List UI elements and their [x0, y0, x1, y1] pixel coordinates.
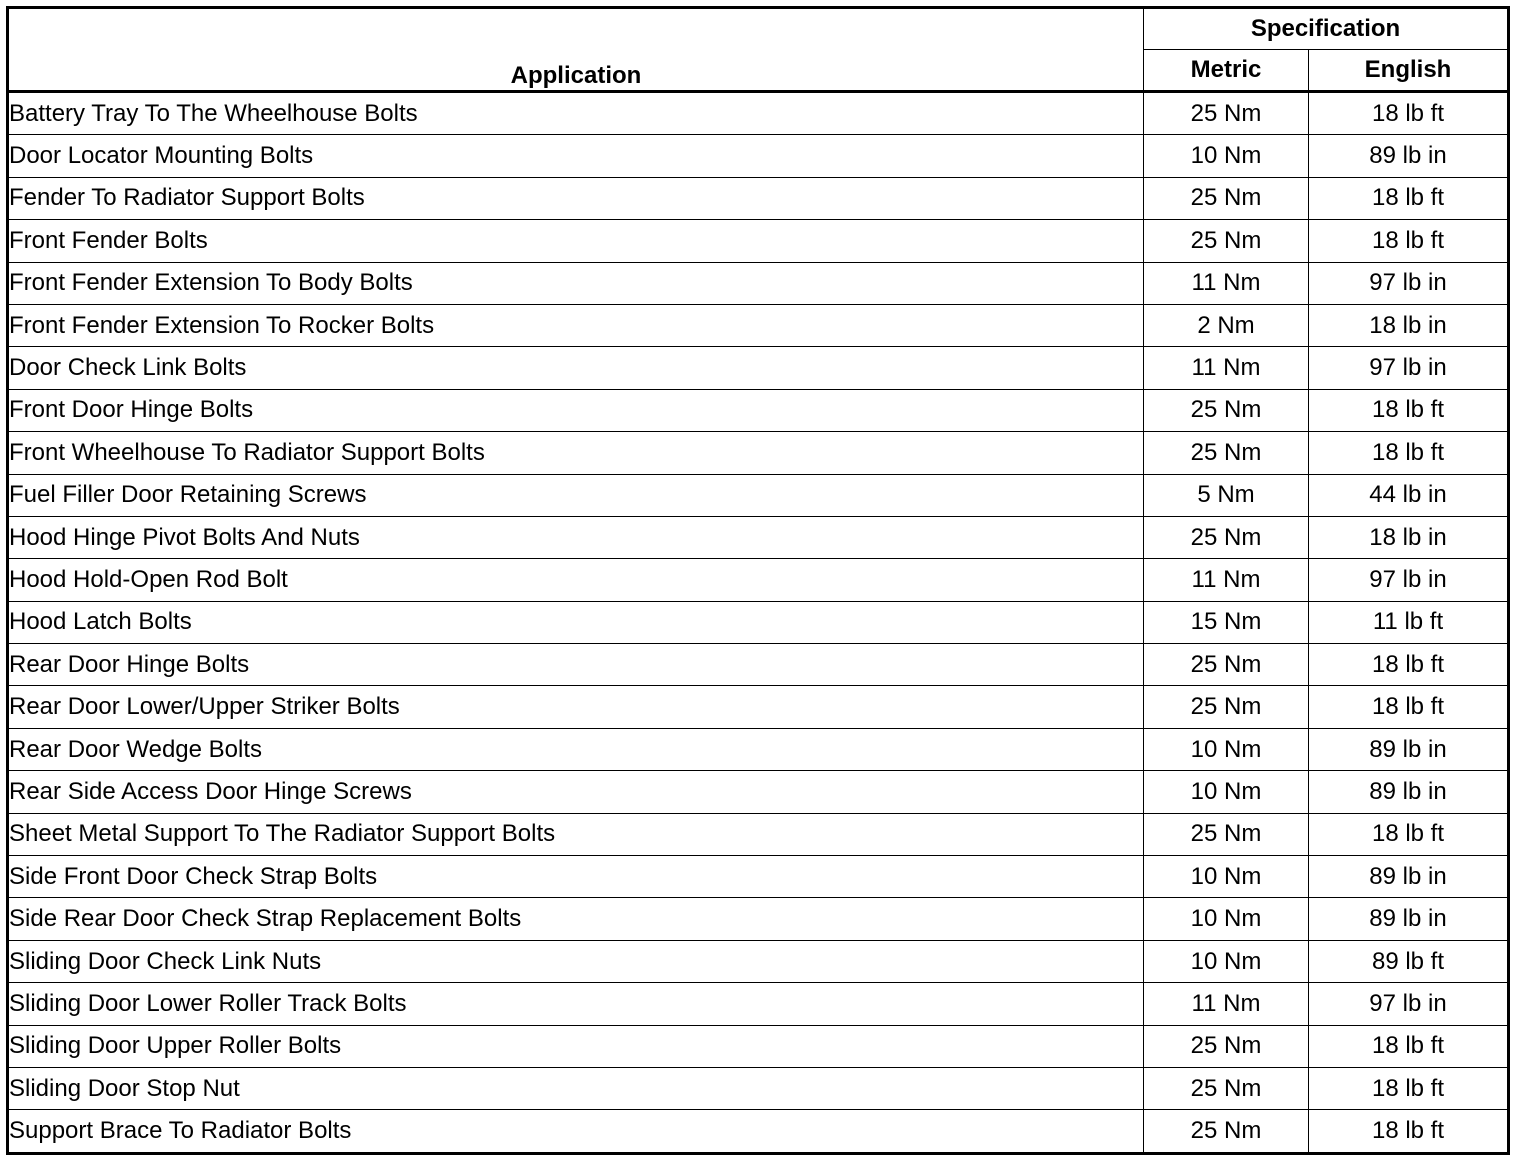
table-row	[8, 92, 1509, 135]
cell-application: Side Front Door Check Strap Bolts	[8, 856, 1144, 898]
table-row	[8, 728, 1509, 770]
cell-application: Rear Side Access Door Hinge Screws	[8, 771, 1144, 813]
cell-english: 44 lb in	[1309, 474, 1509, 516]
cell-application: Rear Door Wedge Bolts	[8, 728, 1144, 770]
cell-metric: 11 Nm	[1144, 983, 1309, 1025]
cell-application: Fender To Radiator Support Bolts	[8, 177, 1144, 219]
cell-application: Front Fender Extension To Rocker Bolts	[8, 304, 1144, 346]
cell-application: Fuel Filler Door Retaining Screws	[8, 474, 1144, 516]
cell-metric: 25 Nm	[1144, 432, 1309, 474]
cell-metric: 25 Nm	[1144, 516, 1309, 558]
cell-english: 18 lb ft	[1309, 389, 1509, 431]
table-row	[8, 771, 1509, 813]
cell-metric: 5 Nm	[1144, 474, 1309, 516]
cell-metric: 15 Nm	[1144, 601, 1309, 643]
cell-english: 97 lb in	[1309, 983, 1509, 1025]
table-row	[8, 601, 1509, 643]
cell-application: Front Fender Extension To Body Bolts	[8, 262, 1144, 304]
cell-english: 89 lb in	[1309, 898, 1509, 940]
table-row	[8, 898, 1509, 940]
cell-metric: 10 Nm	[1144, 940, 1309, 982]
cell-application: Front Door Hinge Bolts	[8, 389, 1144, 431]
table-row	[8, 940, 1509, 982]
cell-metric: 10 Nm	[1144, 856, 1309, 898]
cell-english: 18 lb ft	[1309, 644, 1509, 686]
cell-metric: 25 Nm	[1144, 644, 1309, 686]
table-row	[8, 644, 1509, 686]
cell-english: 18 lb ft	[1309, 686, 1509, 728]
cell-english: 18 lb ft	[1309, 432, 1509, 474]
table-row	[8, 516, 1509, 558]
cell-english: 89 lb in	[1309, 856, 1509, 898]
cell-metric: 10 Nm	[1144, 135, 1309, 177]
cell-application: Hood Hold-Open Rod Bolt	[8, 559, 1144, 601]
table-row	[8, 856, 1509, 898]
cell-english: 97 lb in	[1309, 262, 1509, 304]
cell-application: Support Brace To Radiator Bolts	[8, 1110, 1144, 1153]
cell-english: 18 lb in	[1309, 304, 1509, 346]
cell-metric: 25 Nm	[1144, 1067, 1309, 1109]
cell-metric: 25 Nm	[1144, 177, 1309, 219]
torque-spec-table	[6, 6, 1510, 1155]
cell-metric: 11 Nm	[1144, 347, 1309, 389]
metric-header: Metric	[1144, 50, 1309, 92]
cell-english: 18 lb ft	[1309, 813, 1509, 855]
table-row	[8, 559, 1509, 601]
cell-english: 89 lb in	[1309, 135, 1509, 177]
cell-english: 97 lb in	[1309, 559, 1509, 601]
cell-english: 18 lb in	[1309, 516, 1509, 558]
cell-metric: 10 Nm	[1144, 898, 1309, 940]
cell-metric: 25 Nm	[1144, 1110, 1309, 1153]
cell-english: 18 lb ft	[1309, 177, 1509, 219]
table-row	[8, 983, 1509, 1025]
table-row	[8, 262, 1509, 304]
table-row	[8, 135, 1509, 177]
cell-application: Sliding Door Stop Nut	[8, 1067, 1144, 1109]
cell-metric: 10 Nm	[1144, 771, 1309, 813]
cell-metric: 25 Nm	[1144, 813, 1309, 855]
table-row	[8, 686, 1509, 728]
cell-application: Battery Tray To The Wheelhouse Bolts	[8, 92, 1144, 135]
cell-english: 89 lb ft	[1309, 940, 1509, 982]
cell-metric: 11 Nm	[1144, 262, 1309, 304]
cell-application: Hood Hinge Pivot Bolts And Nuts	[8, 516, 1144, 558]
application-header: Application	[8, 8, 1144, 92]
cell-metric: 25 Nm	[1144, 1025, 1309, 1067]
table-row	[8, 1067, 1509, 1109]
cell-english: 18 lb ft	[1309, 1067, 1509, 1109]
cell-english: 18 lb ft	[1309, 1025, 1509, 1067]
cell-application: Door Check Link Bolts	[8, 347, 1144, 389]
cell-application: Door Locator Mounting Bolts	[8, 135, 1144, 177]
cell-application: Side Rear Door Check Strap Replacement Bolts	[8, 898, 1144, 940]
cell-application: Rear Door Lower/Upper Striker Bolts	[8, 686, 1144, 728]
table-row	[8, 813, 1509, 855]
cell-application: Sliding Door Check Link Nuts	[8, 940, 1144, 982]
cell-application: Front Wheelhouse To Radiator Support Bolts	[8, 432, 1144, 474]
cell-english: 18 lb ft	[1309, 1110, 1509, 1153]
cell-metric: 11 Nm	[1144, 559, 1309, 601]
cell-metric: 25 Nm	[1144, 220, 1309, 262]
cell-application: Rear Door Hinge Bolts	[8, 644, 1144, 686]
table-row	[8, 474, 1509, 516]
cell-english: 89 lb in	[1309, 771, 1509, 813]
cell-english: 11 lb ft	[1309, 601, 1509, 643]
table-row	[8, 304, 1509, 346]
cell-application: Front Fender Bolts	[8, 220, 1144, 262]
table-row	[8, 220, 1509, 262]
cell-metric: 2 Nm	[1144, 304, 1309, 346]
cell-english: 18 lb ft	[1309, 92, 1509, 135]
cell-metric: 10 Nm	[1144, 728, 1309, 770]
cell-application: Sliding Door Upper Roller Bolts	[8, 1025, 1144, 1067]
table-body	[8, 92, 1509, 1154]
cell-metric: 25 Nm	[1144, 92, 1309, 135]
cell-english: 89 lb in	[1309, 728, 1509, 770]
cell-metric: 25 Nm	[1144, 389, 1309, 431]
table-row	[8, 1110, 1509, 1153]
table-row	[8, 389, 1509, 431]
table-row	[8, 432, 1509, 474]
cell-application: Sheet Metal Support To The Radiator Support Bolts	[8, 813, 1144, 855]
cell-english: 18 lb ft	[1309, 220, 1509, 262]
cell-english: 97 lb in	[1309, 347, 1509, 389]
table-row	[8, 347, 1509, 389]
specification-header: Specification	[1144, 8, 1509, 50]
table-row	[8, 177, 1509, 219]
cell-application: Sliding Door Lower Roller Track Bolts	[8, 983, 1144, 1025]
cell-application: Hood Latch Bolts	[8, 601, 1144, 643]
english-header: English	[1309, 50, 1509, 92]
cell-metric: 25 Nm	[1144, 686, 1309, 728]
table-row	[8, 1025, 1509, 1067]
